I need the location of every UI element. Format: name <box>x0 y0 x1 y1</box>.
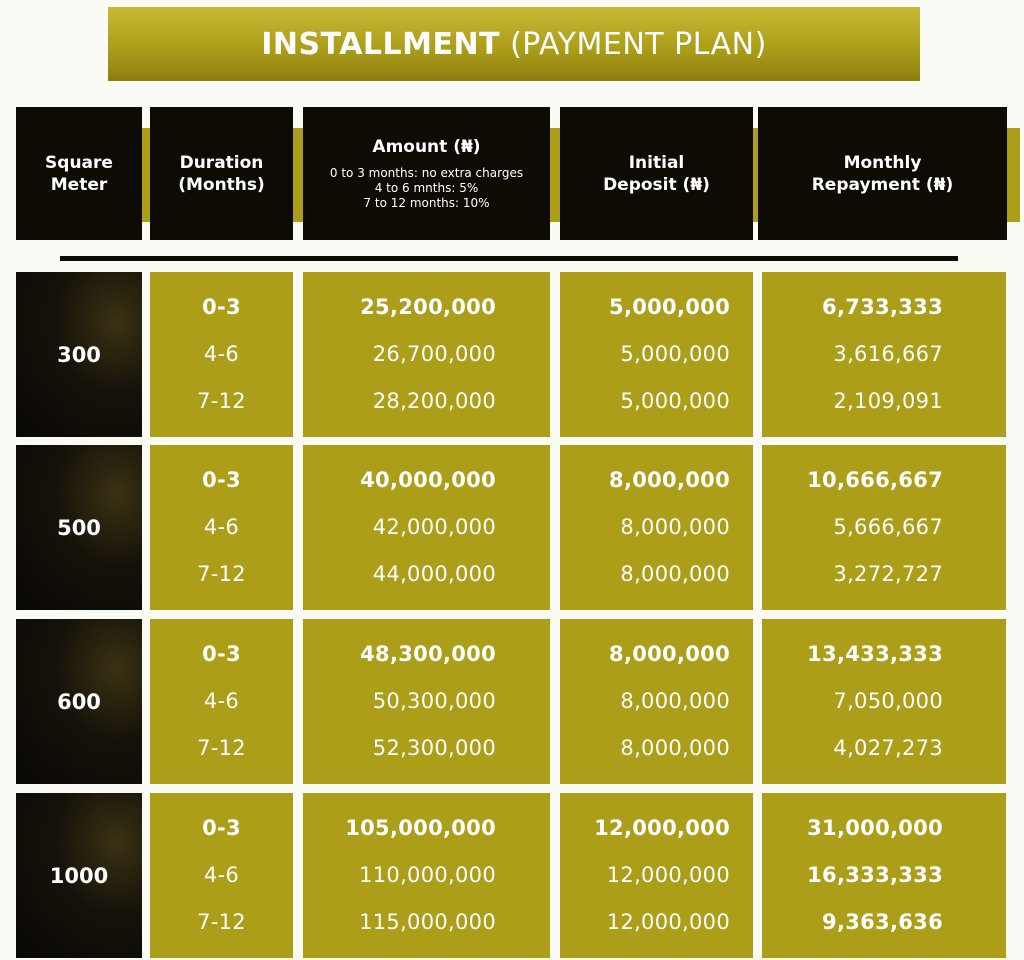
duration-value: 0-3 <box>202 816 241 840</box>
amount-value: 26,700,000 <box>372 342 496 366</box>
title-bold: INSTALLMENT <box>261 26 501 62</box>
amount-value: 44,000,000 <box>372 562 496 586</box>
deposit-value: 12,000,000 <box>606 910 730 934</box>
monthly-value: 7,050,000 <box>833 689 943 713</box>
monthly-value: 3,272,727 <box>833 562 943 586</box>
monthly-value: 16,333,333 <box>807 863 943 887</box>
header-duration <box>150 107 293 240</box>
monthly-value: 3,616,667 <box>833 342 943 366</box>
deposit-value: 5,000,000 <box>620 389 730 413</box>
header-duration-label: Duration (Months) <box>178 152 265 195</box>
header-monthly-repayment <box>758 107 1007 240</box>
amount-value: 40,000,000 <box>360 468 496 492</box>
deposit-value: 5,000,000 <box>620 342 730 366</box>
amount-value: 48,300,000 <box>360 642 496 666</box>
monthly-value: 5,666,667 <box>833 515 943 539</box>
monthly-value: 31,000,000 <box>807 816 943 840</box>
header-initial-deposit-label: Initial Deposit (₦) <box>603 152 710 195</box>
duration-value: 4-6 <box>203 863 240 887</box>
amount-value: 115,000,000 <box>359 910 496 934</box>
monthly-cell <box>762 272 1006 437</box>
header-square-meter <box>16 107 142 240</box>
deposit-value: 5,000,000 <box>609 295 730 319</box>
header-initial-deposit <box>560 107 753 240</box>
duration-value: 7-12 <box>197 910 246 934</box>
monthly-value: 2,109,091 <box>833 389 943 413</box>
deposit-cell <box>560 619 753 784</box>
monthly-value: 6,733,333 <box>822 295 943 319</box>
monthly-value: 13,433,333 <box>807 642 943 666</box>
deposit-cell <box>560 445 753 610</box>
amount-cell <box>303 619 550 784</box>
monthly-value: 4,027,273 <box>833 736 943 760</box>
deposit-value: 12,000,000 <box>606 863 730 887</box>
title-banner <box>108 7 920 81</box>
amount-value: 52,300,000 <box>372 736 496 760</box>
duration-value: 4-6 <box>203 342 240 366</box>
monthly-cell <box>762 793 1006 958</box>
amount-cell <box>303 272 550 437</box>
deposit-value: 8,000,000 <box>609 468 730 492</box>
deposit-cell <box>560 272 753 437</box>
duration-value: 4-6 <box>203 689 240 713</box>
amount-value: 25,200,000 <box>360 295 496 319</box>
amount-value: 110,000,000 <box>359 863 496 887</box>
header-monthly-repayment-label: Monthly Repayment (₦) <box>811 152 954 195</box>
duration-cell <box>150 793 293 958</box>
duration-value: 0-3 <box>202 468 241 492</box>
deposit-value: 8,000,000 <box>620 736 730 760</box>
monthly-cell <box>762 445 1006 610</box>
deposit-value: 8,000,000 <box>620 515 730 539</box>
size-cell: 1000 <box>16 793 142 958</box>
duration-value: 0-3 <box>202 642 241 666</box>
deposit-value: 8,000,000 <box>620 689 730 713</box>
amount-cell <box>303 793 550 958</box>
monthly-value: 10,666,667 <box>807 468 943 492</box>
header-amount <box>303 107 550 240</box>
amount-value: 50,300,000 <box>372 689 496 713</box>
header-square-meter-label: Square Meter <box>45 152 113 195</box>
amount-value: 42,000,000 <box>372 515 496 539</box>
size-cell: 300 <box>16 272 142 437</box>
monthly-cell <box>762 619 1006 784</box>
duration-value: 7-12 <box>197 736 246 760</box>
amount-value: 105,000,000 <box>345 816 496 840</box>
deposit-value: 8,000,000 <box>609 642 730 666</box>
duration-value: 4-6 <box>203 515 240 539</box>
amount-value: 28,200,000 <box>372 389 496 413</box>
size-cell: 600 <box>16 619 142 784</box>
duration-value: 7-12 <box>197 562 246 586</box>
monthly-value: 9,363,636 <box>822 910 943 934</box>
deposit-value: 8,000,000 <box>620 562 730 586</box>
header-amount-note: 0 to 3 months: no extra charges 4 to 6 mnths: 5% 7 to 12 months: 10% <box>329 166 524 210</box>
duration-cell <box>150 619 293 784</box>
duration-cell <box>150 445 293 610</box>
amount-cell <box>303 445 550 610</box>
size-cell: 500 <box>16 445 142 610</box>
deposit-cell <box>560 793 753 958</box>
header-amount-label: Amount (₦) <box>372 137 481 157</box>
deposit-value: 12,000,000 <box>594 816 730 840</box>
title-rest: (PAYMENT PLAN) <box>510 26 767 62</box>
header-divider <box>60 256 958 261</box>
duration-value: 0-3 <box>202 295 241 319</box>
duration-cell <box>150 272 293 437</box>
duration-value: 7-12 <box>197 389 246 413</box>
